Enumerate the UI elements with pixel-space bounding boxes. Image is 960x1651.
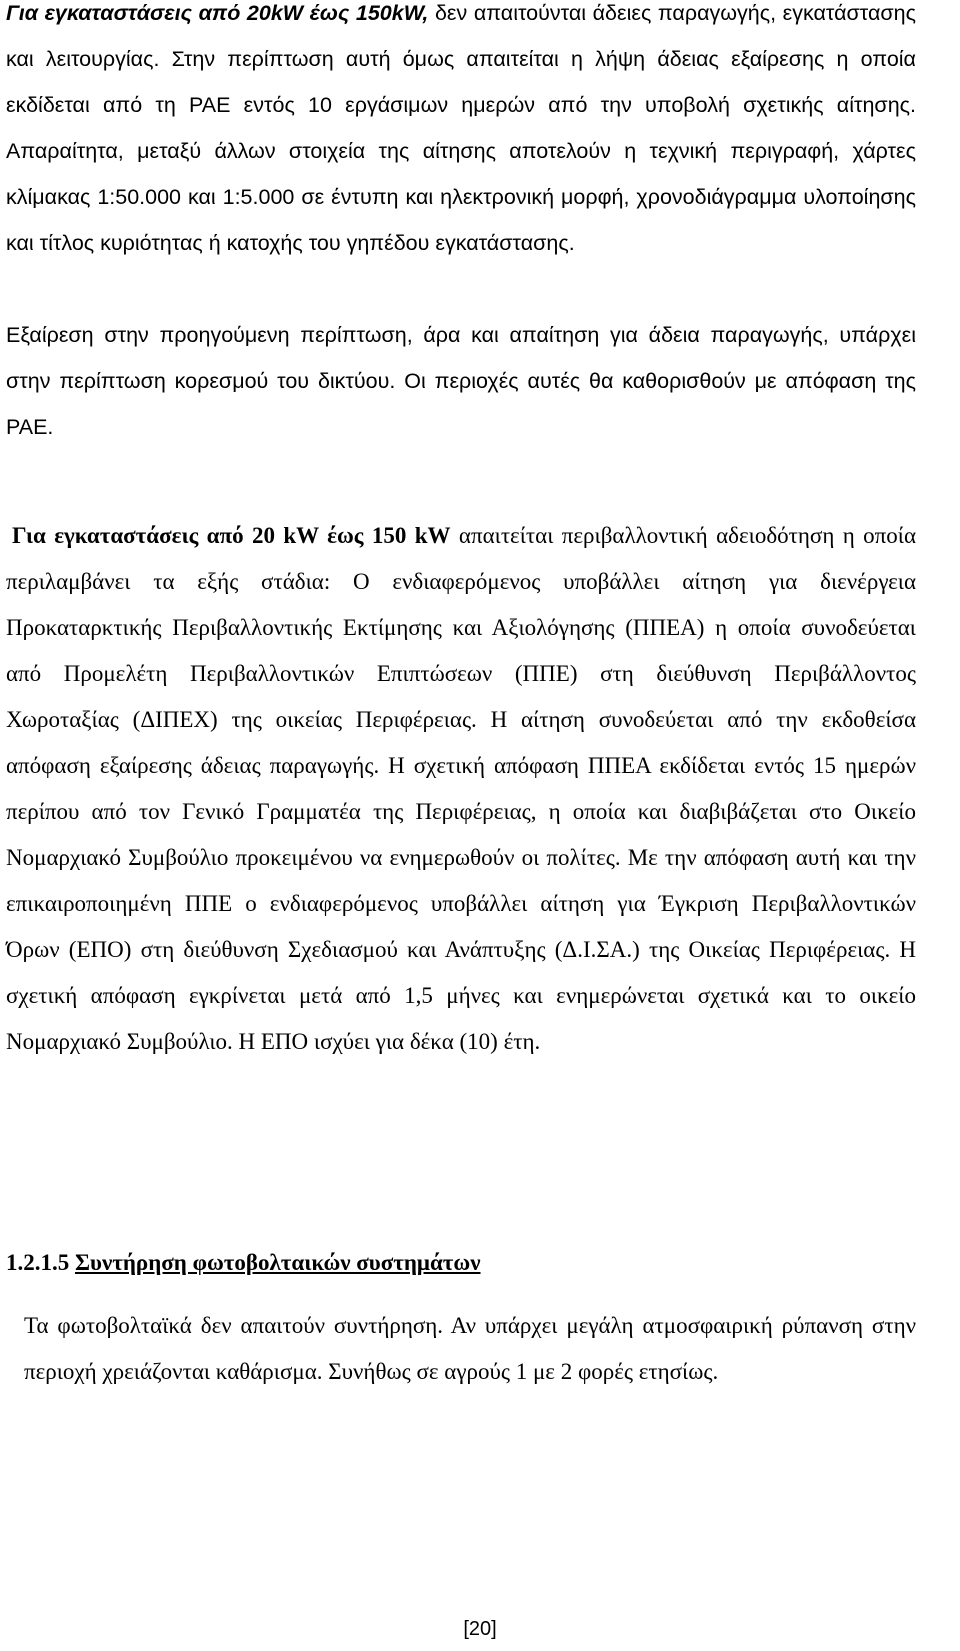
paragraph-exemption-license bbox=[6, 0, 916, 266]
paragraph-body: απαιτείται περιβαλλοντική αδειοδότηση η οποία περιλαμβάνει τα εξής στάδια: Ο ενδιαφερόμενος υποβάλλει αίτηση για διενέργεια Προκαταρκτικής Περιβαλλοντικής Εκτίμησης και Αξιολόγησης (ΠΠΕΑ) η οποία συνοδεύεται από Προμελέτη Περιβαλλοντικών Επιπτώσεων (ΠΠΕ) στη διεύθυνση Περιβάλλοντος Χωροταξίας (ΔΙΠΕΧ) της οικείας Περιφέρειας. Η αίτηση συνοδεύεται από την εκδοθείσα απόφαση εξαίρεσης άδειας παραγωγής. Η σχετική απόφαση ΠΠΕΑ εκδίδεται εντός 15 ημερών περίπου από τον Γενικό Γραμματέα της Περιφέρειας, η οποία και διαβιβάζεται στο Οικείο Νομαρχιακό Συμβούλιο προκειμένου να ενημερωθούν οι πολίτες. Με την απόφαση αυτή και την επικαιροποιημένη ΠΠΕ ο ενδιαφερόμενος υποβάλλει αίτηση για Έγκριση Περιβαλλοντικών Όρων (ΕΠΟ) στη διεύθυνση Σχεδιασμού και Ανάπτυξης (Δ.Ι.ΣΑ.) της Οικείας Περιφέρειας. Η σχετική απόφαση εγκρίνεται μετά από 1,5 μήνες και ενημερώνεται σχετικά και το οικείο Νομαρχιακό Συμβούλιο. Η ΕΠΟ ισχύει για δέκα (10) έτη. bbox=[6, 523, 916, 1054]
paragraph-body: Τα φωτοβολταϊκά δεν απαιτούν συντήρηση. Αν υπάρχει μεγάλη ατμοσφαιρική ρύπανση στην περιοχή χρειάζονται καθάρισμα. Συνήθως σε αγρούς 1 με 2 φορές ετησίως. bbox=[24, 1313, 916, 1384]
paragraph-body: δεν απαιτούνται άδειες παραγωγής, εγκατάστασης και λειτουργίας. Στην περίπτωση αυτή όμως απαιτείται η λήψη άδειας εξαίρεσης η οποία εκδίδεται από τη ΡΑΕ εντός 10 εργάσιμων ημερών από την υποβολή σχετικής αίτησης. Απαραίτητα, μεταξύ άλλων στοιχεία της αίτησης αποτελούν η τεχνική περιγραφή, χάρτες κλίμακας 1:50.000 και 1:5.000 σε έντυπη και ηλεκτρονική μορφή, χρονοδιάγραμμα υλοποίησης και τίτλος κυριότητας ή κατοχής του γηπέδου εγκατάστασης. bbox=[6, 1, 916, 255]
section-heading bbox=[6, 1250, 481, 1276]
section-title: Συντήρηση φωτοβολταικών συστημάτων bbox=[75, 1250, 481, 1275]
section-number: 1.2.1.5 bbox=[6, 1250, 70, 1275]
paragraph-maintenance bbox=[24, 1303, 916, 1395]
paragraph-body: Εξαίρεση στην προηγούμενη περίπτωση, άρα και απαίτηση για άδεια παραγωγής, υπάρχει στην περίπτωση κορεσμού του δικτύου. Οι περιοχές αυτές θα καθορισθούν με απόφαση της ΡΑΕ. bbox=[6, 323, 916, 439]
paragraph-environmental-licensing bbox=[6, 513, 916, 1065]
paragraph-lead-bold: Για εγκαταστάσεις από 20kW έως 150kW, bbox=[6, 1, 429, 25]
page-number: [20] bbox=[463, 1618, 497, 1640]
paragraph-network-saturation bbox=[6, 312, 916, 450]
paragraph-lead-bold: Για εγκαταστάσεις από 20 kW έως 150 kW bbox=[12, 523, 451, 548]
